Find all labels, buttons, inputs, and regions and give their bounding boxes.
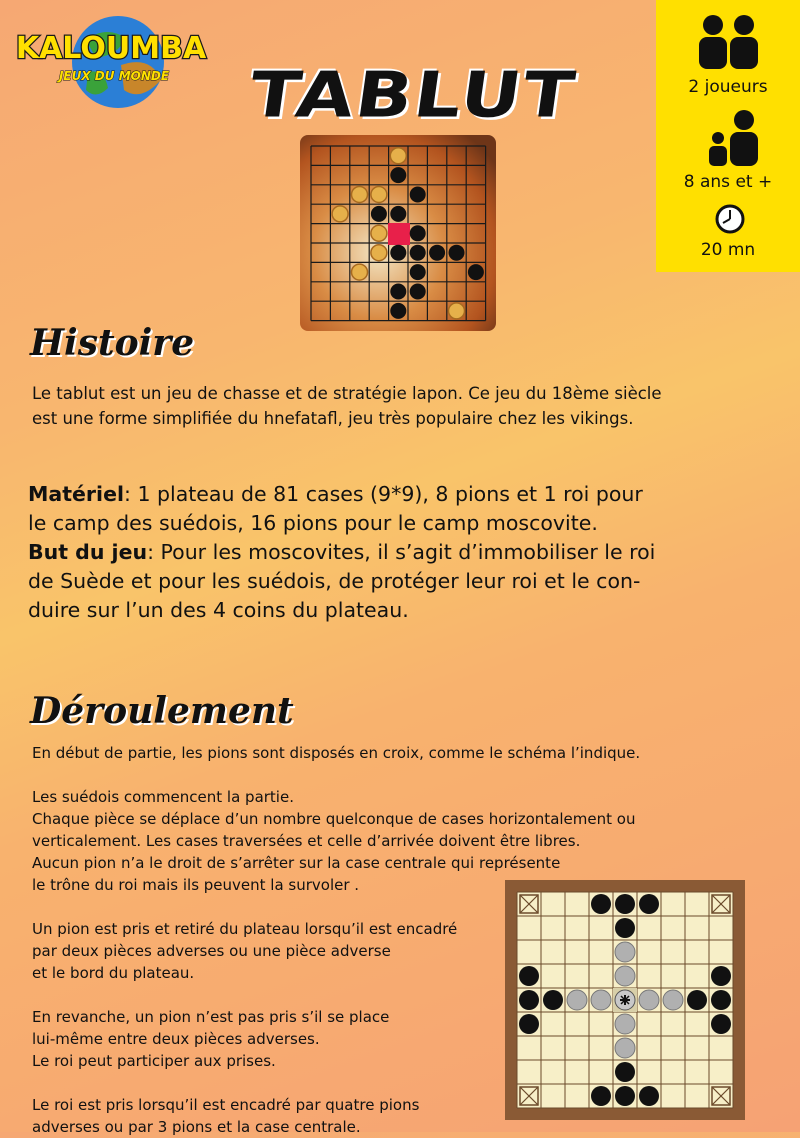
histoire-line: Le tablut est un jeu de chasse et de stratégie lapon. Ce jeu du 18ème siècle <box>32 384 662 403</box>
black-piece <box>468 264 484 280</box>
brand-subtitle: JEUX DU MONDE <box>58 69 170 83</box>
moscovite-piece <box>615 894 635 914</box>
deroulement-line: En revanche, un pion n’est pas pris s’il se place <box>32 1008 390 1026</box>
black-piece <box>390 245 406 261</box>
tablut-diagram <box>505 880 745 1120</box>
swedish-piece <box>663 990 683 1010</box>
deroulement-line: adverses ou par 3 pions et la case centrale. <box>32 1118 361 1136</box>
moscovite-piece <box>711 990 731 1010</box>
moscovite-piece <box>639 1086 659 1106</box>
deroulement-heading: Déroulement <box>30 690 294 732</box>
board-photo <box>300 135 496 331</box>
wooden-piece <box>352 187 368 203</box>
black-piece <box>410 284 426 300</box>
swedish-piece <box>567 990 587 1010</box>
age-label: 8 ans et + <box>683 172 773 192</box>
black-piece <box>449 245 465 261</box>
histoire-text <box>32 381 662 431</box>
black-piece <box>390 284 406 300</box>
swedish-piece <box>639 990 659 1010</box>
deroulement-line: lui-même entre deux pièces adverses. <box>32 1030 320 1048</box>
info-panel <box>656 0 800 272</box>
swedish-piece <box>615 1038 635 1058</box>
deroulement-line: verticalement. Les cases traversées et celle d’arrivée doivent être libres. <box>32 832 581 850</box>
wooden-piece <box>332 206 348 222</box>
deroulement-line: Chaque pièce se déplace d’un nombre quelconque de cases horizontalement ou <box>32 810 636 828</box>
duration-label: 20 mn <box>700 240 756 260</box>
black-piece <box>410 245 426 261</box>
but-label: But du jeu <box>28 540 148 564</box>
deroulement-line: et le bord du plateau. <box>32 964 195 982</box>
moscovite-piece <box>615 1086 635 1106</box>
deroulement-line: Aucun pion n’a le droit de s’arrêter sur la case centrale qui représente <box>32 854 561 872</box>
histoire-line: est une forme simplifiée du hnefatafl, jeu très populaire chez les vikings. <box>32 409 634 428</box>
materiel-label: Matériel <box>28 482 125 506</box>
moscovite-piece <box>543 990 563 1010</box>
materiel-text: : 1 plateau de 81 cases (9*9), 8 pions et 1 roi pour <box>124 482 643 506</box>
but-text-3: duire sur l’un des 4 coins du plateau. <box>28 598 409 622</box>
moscovite-piece <box>687 990 707 1010</box>
black-piece <box>371 206 387 222</box>
wooden-piece <box>449 303 465 319</box>
moscovite-piece <box>615 918 635 938</box>
moscovite-piece <box>639 894 659 914</box>
but-text-2: de Suède et pour les suédois, de protéger leur roi et le con- <box>28 569 641 593</box>
black-piece <box>410 225 426 241</box>
brand-name: KALOUMBA <box>15 31 207 66</box>
moscovite-piece <box>519 990 539 1010</box>
materiel-text-2: le camp des suédois, 16 pions pour le camp moscovite. <box>28 511 598 535</box>
age-icon <box>708 110 760 166</box>
players-label: 2 joueurs <box>688 77 768 97</box>
but-text: : Pour les moscovites, il s’agit d’immobiliser le roi <box>147 540 656 564</box>
black-piece <box>429 245 445 261</box>
deroulement-line: En début de partie, les pions sont disposés en croix, comme le schéma l’indique. <box>32 744 641 762</box>
wooden-piece <box>371 225 387 241</box>
wooden-piece <box>352 264 368 280</box>
deroulement-line: par deux pièces adverses ou une pièce adverse <box>32 942 391 960</box>
histoire-heading: Histoire <box>30 322 195 364</box>
black-piece <box>390 303 406 319</box>
black-piece <box>410 264 426 280</box>
wooden-piece <box>371 245 387 261</box>
deroulement-line: Le roi peut participer aux prises. <box>32 1052 276 1070</box>
black-piece <box>390 167 406 183</box>
wooden-piece <box>371 187 387 203</box>
deroulement-line: le trône du roi mais ils peuvent la survoler . <box>32 876 360 894</box>
moscovite-piece <box>711 1014 731 1034</box>
moscovite-piece <box>591 894 611 914</box>
swedish-piece <box>615 942 635 962</box>
black-piece <box>390 206 406 222</box>
page-title: TABLUT <box>244 58 581 132</box>
moscovite-piece <box>519 1014 539 1034</box>
clock-icon <box>715 204 745 234</box>
deroulement-line: Un pion est pris et retiré du plateau lorsqu’il est encadré <box>32 920 458 938</box>
swedish-piece <box>615 1014 635 1034</box>
swedish-piece <box>591 990 611 1010</box>
deroulement-line: Les suédois commencent la partie. <box>32 788 294 806</box>
moscovite-piece <box>591 1086 611 1106</box>
kaloumba-logo <box>15 10 207 110</box>
moscovite-piece <box>519 966 539 986</box>
rules-summary <box>28 480 788 625</box>
deroulement-line <box>32 764 640 786</box>
swedish-piece <box>615 966 635 986</box>
moscovite-piece <box>615 1062 635 1082</box>
deroulement-line: Le roi est pris lorsqu’il est encadré par quatre pions <box>32 1096 420 1114</box>
black-piece <box>410 187 426 203</box>
moscovite-piece <box>711 966 731 986</box>
wooden-piece <box>390 148 406 164</box>
two-players-icon <box>696 15 760 71</box>
